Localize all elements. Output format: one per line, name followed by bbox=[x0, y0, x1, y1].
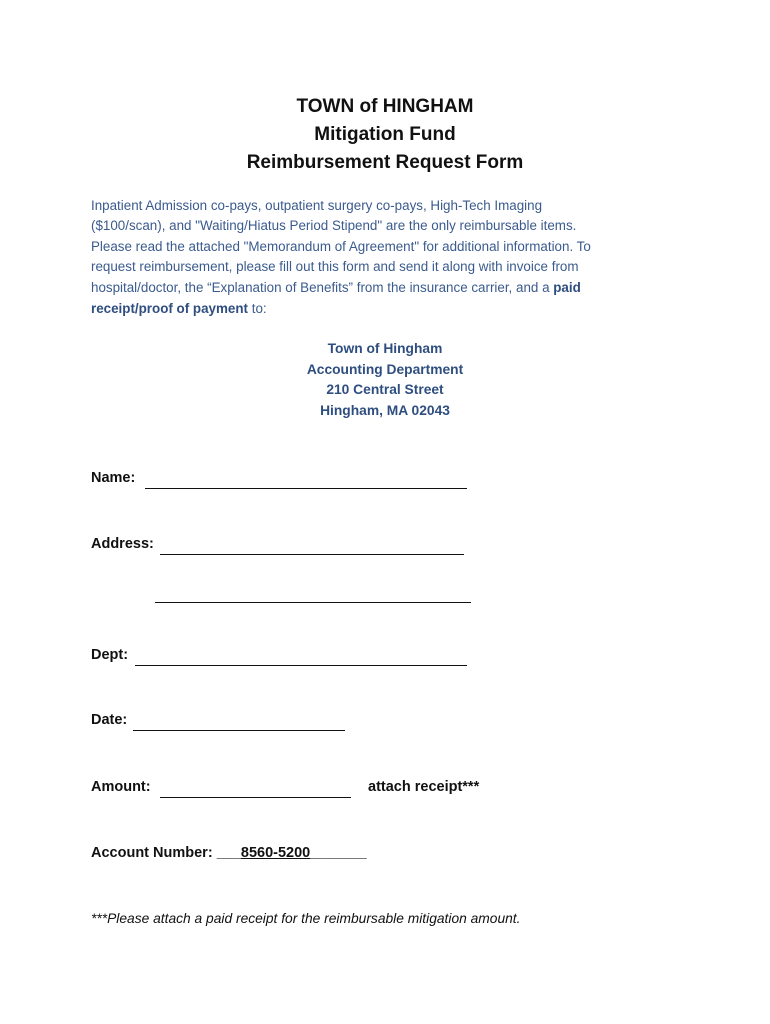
dept-label: Dept: bbox=[91, 647, 129, 663]
dept-field[interactable] bbox=[135, 649, 467, 666]
intro-line: ($100/scan), and "Waiting/Hiatus Period Stipend" are the only reimbursable items. bbox=[91, 218, 577, 233]
address-field-line2[interactable] bbox=[155, 586, 471, 603]
title-town: TOWN of HINGHAM bbox=[296, 96, 474, 117]
intro-line: Please read the attached "Memorandum of Agreement" for additional information. To bbox=[91, 239, 591, 254]
account-number-value: 8560-5200 bbox=[240, 845, 311, 861]
title-form: Reimbursement Request Form bbox=[246, 152, 524, 173]
intro-line bbox=[91, 280, 581, 295]
date-field[interactable] bbox=[133, 714, 345, 731]
attach-receipt-note: attach receipt*** bbox=[368, 779, 480, 795]
account-label: Account Number: bbox=[91, 845, 213, 861]
account-prefix: ___ bbox=[216, 845, 241, 861]
name-label: Name: bbox=[91, 470, 136, 486]
address-field-line1[interactable] bbox=[160, 538, 464, 555]
name-field[interactable] bbox=[145, 472, 467, 489]
title-fund: Mitigation Fund bbox=[314, 124, 456, 145]
intro-line: Inpatient Admission co-pays, outpatient surgery co-pays, High-Tech Imaging bbox=[91, 198, 543, 213]
address-line: Town of Hingham bbox=[327, 341, 443, 356]
intro-text: hospital/doctor, the “Explanation of Benefits” from the insurance carrier, and a bbox=[91, 280, 554, 295]
account-number-row bbox=[91, 845, 367, 861]
amount-field[interactable] bbox=[160, 781, 351, 798]
amount-label: Amount: bbox=[91, 779, 151, 795]
intro-bold-paid: paid bbox=[553, 280, 581, 295]
address-line: Accounting Department bbox=[306, 362, 464, 377]
intro-tail: to: bbox=[248, 301, 267, 316]
intro-line bbox=[91, 301, 267, 316]
date-label: Date: bbox=[91, 712, 128, 728]
address-label: Address: bbox=[91, 536, 154, 552]
account-suffix: _______ bbox=[310, 845, 367, 861]
address-line: 210 Central Street bbox=[326, 382, 444, 397]
footnote: ***Please attach a paid receipt for the reimbursable mitigation amount. bbox=[91, 911, 521, 926]
intro-bold-receipt: receipt/proof of payment bbox=[91, 301, 248, 316]
address-line: Hingham, MA 02043 bbox=[320, 403, 450, 418]
intro-line: request reimbursement, please fill out this form and send it along with invoice from bbox=[91, 259, 579, 274]
